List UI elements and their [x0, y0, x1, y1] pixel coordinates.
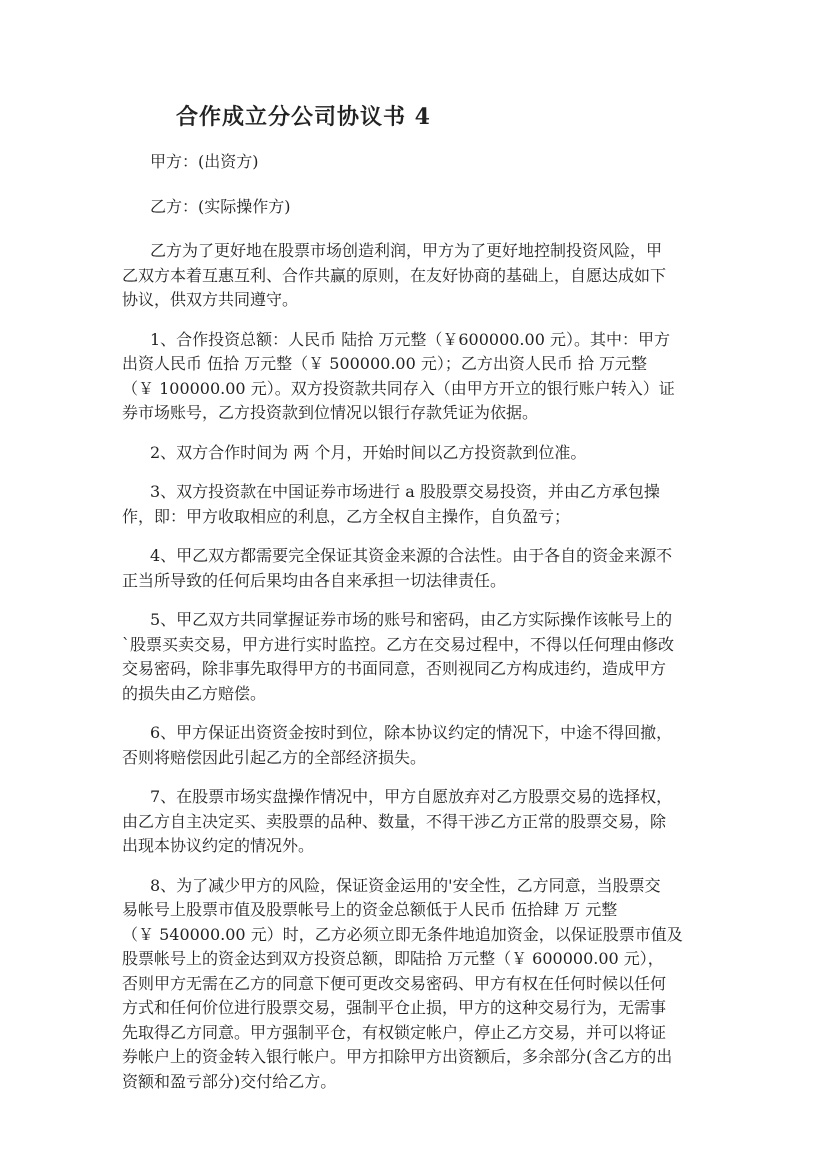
text-line: 出现本协议约定的情况外。: [122, 836, 315, 855]
text-line: 券帐户上的资金转入银行帐户。甲方扣除甲方出资额后，多余部分(含乙方的出: [122, 1047, 673, 1066]
clause-3: [122, 480, 732, 529]
text-line: 方式和任何价位进行股票交易，强制平仓止损，甲方的这种交易行为，无需事: [122, 998, 667, 1017]
text-line: 协议，供双方共同遵守。: [122, 290, 299, 309]
clause-1: [122, 328, 732, 426]
text-line: 1、合作投资总额：人民币 陆拾 万元整（￥600000.00 元）。其中：甲方: [150, 329, 670, 349]
text-line: 否则将赔偿因此引起乙方的全部经济损失。: [122, 747, 427, 767]
text-line: 先取得乙方同意。甲方强制平仓，有权锁定帐户，停止乙方交易，并可以将证: [122, 1022, 667, 1042]
clause-7: [122, 785, 732, 859]
text-line: 4、甲乙双方都需要完全保证其资金来源的合法性。由于各自的资金来源不: [150, 546, 673, 565]
text-line: 8、为了减少甲方的风险，保证资金运用的'安全性，乙方同意，当股票交: [150, 875, 661, 895]
text-line: 6、甲方保证出资资金按时到位，除本协议约定的情况下，中途不得回撤，: [150, 723, 673, 742]
clause-6: [122, 721, 732, 770]
text-line: 出资人民币 伍拾 万元整（￥ 500000.00 元）；乙方出资人民币 拾 万元整: [122, 354, 648, 373]
clause-5: [122, 608, 732, 706]
party-b-text: 乙方：(实际操作方): [150, 196, 291, 216]
text-line: （￥ 100000.00 元）。双方投资款共同存入（由甲方开立的银行账户转入）证: [122, 378, 675, 398]
text-line: 2、双方合作时间为 两 个月，开始时间以乙方投资款到位准。: [150, 442, 587, 462]
text-line: 资额和盈亏部分)交付给乙方。: [122, 1071, 337, 1091]
text-line: 交易密码，除非事先取得甲方的书面同意，否则视同乙方构成违约，造成甲方: [122, 659, 667, 678]
text-line: 否则甲方无需在乙方的同意下便可更改交易密码、甲方有权在任何时候以任何: [122, 973, 667, 993]
text-line: 5、甲乙双方共同掌握证券市场的账号和密码，由乙方实际操作该帐号上的: [150, 610, 673, 629]
party-b: [122, 195, 732, 220]
party-a-text: 甲方：(出资方): [150, 152, 259, 171]
text-line: 由乙方自主决定买、卖股票的品种、数量，不得干涉乙方正常的股票交易，除: [122, 811, 667, 831]
text-line: 乙方为了更好地在股票市场创造利润，甲方为了更好地控制投资风险，甲: [150, 241, 663, 260]
document-body: [122, 150, 732, 1109]
text-line: 作，即：甲方收取相应的利息，乙方全权自主操作，自负盈亏；: [122, 506, 571, 526]
text-line: 的损失由乙方赔偿。: [122, 683, 267, 703]
document-title: 合作成立分公司协议书 4: [176, 104, 431, 130]
text-line: 乙双方本着互惠互利、合作共赢的原则，在友好协商的基础上，自愿达成如下: [122, 265, 667, 285]
clause-2: [122, 441, 732, 466]
text-line: 易帐号上股票市值及股票帐号上的资金总额低于人民币 伍拾肆 万 元整: [122, 900, 618, 919]
text-line: （￥ 540000.00 元）时，乙方必须立即无条件地追加资金，以保证股票市值及: [122, 924, 683, 944]
text-line: 3、双方投资款在中国证券市场进行 a 股股票交易投资，并由乙方承包操: [150, 482, 660, 501]
text-line: 正当所导致的任何后果均由各自来承担一切法律责任。: [122, 570, 507, 590]
clause-4: [122, 544, 732, 593]
preamble-paragraph: [122, 239, 732, 313]
text-line: 券市场账号，乙方投资款到位情况以银行存款凭证为依据。: [122, 403, 539, 422]
clauses: [122, 239, 732, 1094]
text-line: 7、在股票市场实盘操作情况中，甲方自愿放弃对乙方股票交易的选择权，: [150, 787, 673, 806]
text-line: 股票帐号上的资金达到双方投资总额，即陆拾 万元整（￥ 600000.00 元），: [122, 949, 664, 968]
clause-8: [122, 874, 732, 1095]
party-a: [122, 150, 732, 175]
text-line: `股票买卖交易，甲方进行实时监控。乙方在交易过程中，不得以任何理由修改: [122, 634, 675, 654]
